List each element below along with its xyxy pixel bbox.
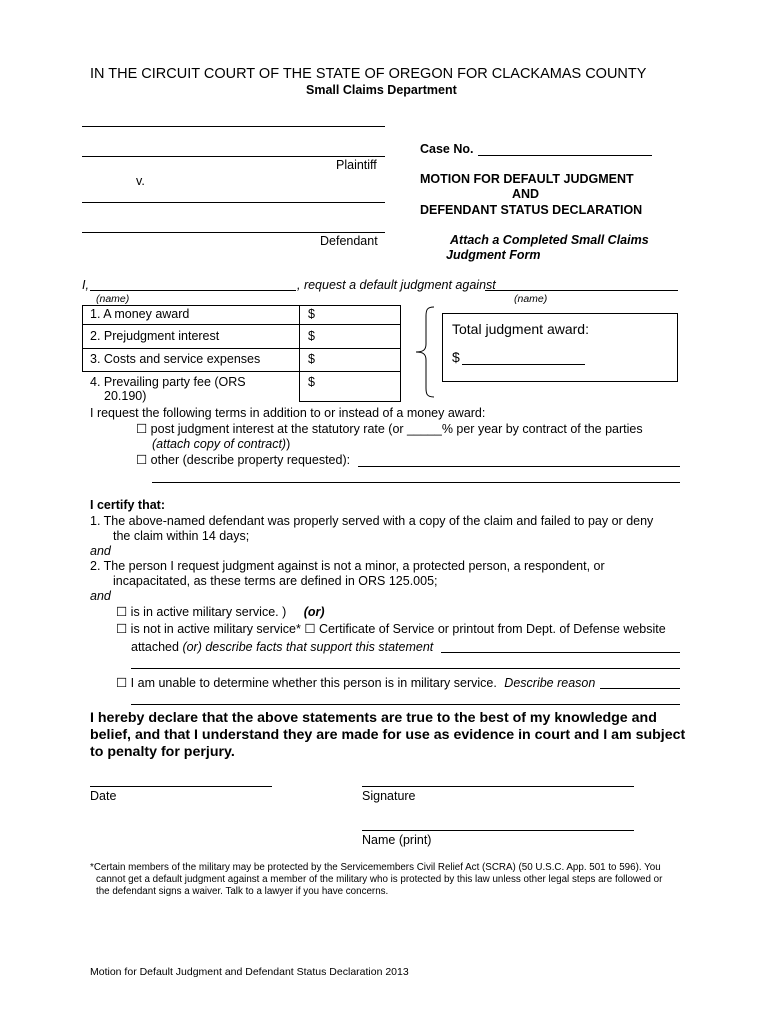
name-print-field[interactable] bbox=[362, 830, 634, 831]
total-label: Total judgment award: bbox=[452, 321, 589, 337]
award-row-currency[interactable]: $ bbox=[308, 352, 315, 366]
defendant-label: Defendant bbox=[320, 234, 378, 248]
award-row-label-cont: 20.190) bbox=[104, 389, 147, 403]
certify-item-1-cont: the claim within 14 days; bbox=[113, 529, 250, 543]
case-no-field[interactable] bbox=[478, 155, 652, 156]
total-currency: $ bbox=[452, 349, 460, 365]
award-table bbox=[82, 305, 401, 402]
total-judgment-box bbox=[442, 313, 678, 382]
award-row-currency[interactable]: $ bbox=[308, 329, 315, 343]
title-line-1: MOTION FOR DEFAULT JUDGMENT bbox=[420, 172, 634, 186]
declaration-line-3: to penalty for perjury. bbox=[90, 744, 235, 760]
requester-name-field[interactable] bbox=[90, 290, 296, 291]
award-row-currency[interactable]: $ bbox=[308, 375, 315, 389]
total-amount-field[interactable] bbox=[462, 364, 585, 365]
other-property-field-1[interactable] bbox=[358, 466, 680, 467]
name-caption-left: (name) bbox=[96, 293, 130, 305]
defendant-name-field[interactable] bbox=[485, 290, 678, 291]
award-row-label: 2. Prejudgment interest bbox=[90, 329, 220, 343]
other-property-field-2[interactable] bbox=[152, 482, 680, 483]
attached-describe-label: (or) describe facts that support this statement bbox=[178, 640, 434, 654]
date-field[interactable] bbox=[90, 786, 272, 787]
terms-option-other[interactable]: ☐ other (describe property requested): bbox=[136, 453, 351, 467]
attach-note-line-1: Attach a Completed Small Claims bbox=[450, 233, 649, 247]
attached-label: attached bbox=[131, 640, 179, 654]
plaintiff-label: Plaintiff bbox=[336, 158, 377, 172]
unable-determine-checkbox[interactable]: ☐ I am unable to determine whether this person is in military service. bbox=[116, 676, 497, 690]
declaration-line-1: I hereby declare that the above statements are true to the best of my knowledge and bbox=[90, 710, 657, 726]
terms-intro: I request the following terms in addition to or instead of a money award: bbox=[90, 406, 486, 420]
award-row-label: 1. A money award bbox=[90, 307, 190, 321]
describe-reason-field-1[interactable] bbox=[600, 688, 680, 689]
terms-option-interest-close: ) bbox=[286, 437, 291, 451]
title-line-3: DEFENDANT STATUS DECLARATION bbox=[420, 203, 643, 217]
terms-option-interest[interactable]: ☐ post judgment interest at the statutory rate (or _____% per year by contract of the parties bbox=[136, 422, 643, 436]
certify-and-2: and bbox=[90, 589, 111, 603]
footer-text: Motion for Default Judgment and Defendant Status Declaration 2013 bbox=[90, 966, 409, 978]
footnote-line-1: *Certain members of the military may be protected by the Servicemembers Civil Relief Act (SCRA) (50 U.S.C. App. 501 to 596). You bbox=[90, 862, 661, 873]
footnote-line-2: cannot get a default judgment against a member of the military who is protected by this law unless other legal steps are followed or bbox=[96, 874, 663, 885]
brace-icon bbox=[414, 306, 436, 398]
date-label: Date bbox=[90, 789, 117, 803]
attach-note-line-2: Judgment Form bbox=[446, 248, 541, 262]
declaration-line-2: belief, and that I understand they are made for use as evidence in court and I am subject bbox=[90, 727, 686, 743]
award-row-label: 4. Prevailing party fee (ORS bbox=[90, 375, 246, 389]
signature-field[interactable] bbox=[362, 786, 634, 787]
footnote-line-3: the defendant signs a waiver. Talk to a lawyer if you have concerns. bbox=[96, 886, 389, 897]
plaintiff-name-line-1[interactable] bbox=[82, 126, 385, 127]
describe-reason-label: Describe reason bbox=[504, 676, 596, 690]
or-label: (or) bbox=[303, 605, 325, 619]
case-no-label: Case No. bbox=[420, 142, 474, 156]
plaintiff-name-line-2[interactable] bbox=[82, 156, 385, 157]
certify-item-2-cont: incapacitated, as these terms are defined in ORS 125.005; bbox=[113, 574, 438, 588]
certify-heading: I certify that: bbox=[90, 498, 166, 512]
signature-label: Signature bbox=[362, 789, 416, 803]
active-military-checkbox[interactable]: ☐ is in active military service. ) bbox=[116, 605, 287, 619]
i-label: I, bbox=[82, 278, 89, 292]
military-facts-field-1[interactable] bbox=[441, 652, 680, 653]
describe-reason-field-2[interactable] bbox=[131, 704, 680, 705]
name-print-label: Name (print) bbox=[362, 833, 432, 847]
defendant-name-line-1[interactable] bbox=[82, 202, 385, 203]
court-heading: IN THE CIRCUIT COURT OF THE STATE OF OREGON FOR CLACKAMAS COUNTY bbox=[90, 66, 647, 82]
title-line-2: AND bbox=[512, 187, 540, 201]
military-facts-field-2[interactable] bbox=[131, 668, 680, 669]
request-text: , request a default judgment against bbox=[297, 278, 496, 292]
terms-option-interest-note: (attach copy of contract) bbox=[152, 437, 287, 451]
versus-label: v. bbox=[136, 174, 145, 188]
certify-and-1: and bbox=[90, 544, 111, 558]
not-active-military-checkbox[interactable]: ☐ is not in active military service* ☐ Certificate of Service or printout from Dept. of Defense website bbox=[116, 622, 666, 636]
certify-item-2: 2. The person I request judgment against is not a minor, a protected person, a respondent, or bbox=[90, 559, 605, 573]
award-row-label: 3. Costs and service expenses bbox=[90, 352, 261, 366]
award-row-currency[interactable]: $ bbox=[308, 307, 315, 321]
department-heading: Small Claims Department bbox=[306, 83, 457, 97]
certify-item-1: 1. The above-named defendant was properly served with a copy of the claim and failed to pay or deny bbox=[90, 514, 654, 528]
defendant-name-line-2[interactable] bbox=[82, 232, 385, 233]
name-caption-right: (name) bbox=[514, 293, 548, 305]
